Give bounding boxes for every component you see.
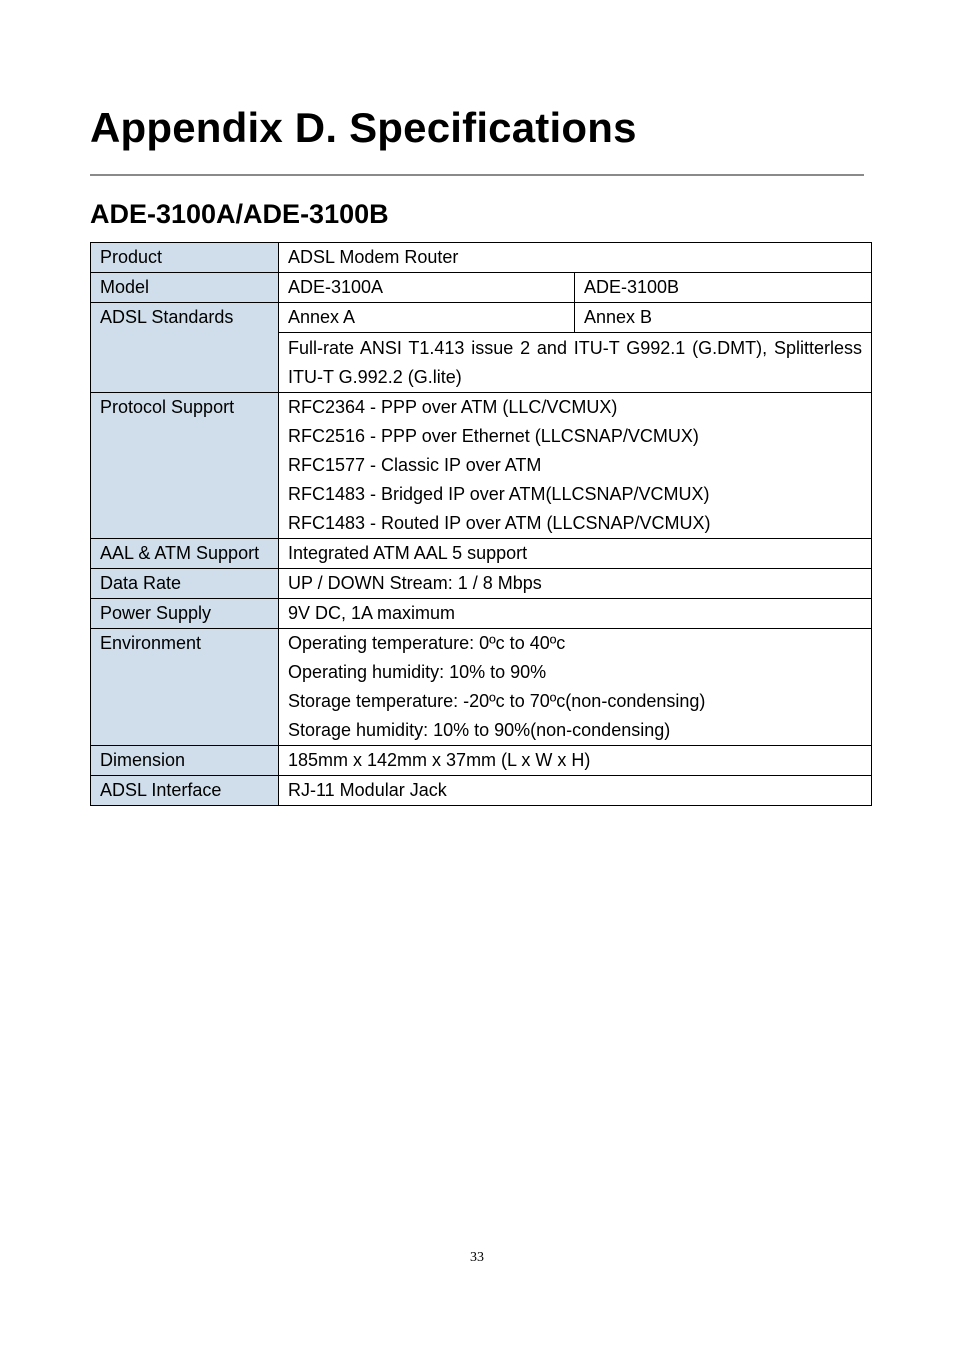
specifications-table xyxy=(90,242,872,806)
row-value-aal-atm-support: Integrated ATM AAL 5 support xyxy=(279,539,872,569)
row-label-adsl-interface: ADSL Interface xyxy=(91,776,279,806)
row-label-dimension: Dimension xyxy=(91,746,279,776)
list-item: RFC1483 - Bridged IP over ATM(LLCSNAP/VCMUX) xyxy=(288,484,710,504)
row-value-adsl-standards-a: Annex A xyxy=(279,303,575,333)
list-item: Storage humidity: 10% to 90%(non-condensing) xyxy=(288,720,671,740)
row-value-adsl-standards-detail xyxy=(279,333,872,393)
row-label-aal-atm-support: AAL & ATM Support xyxy=(91,539,279,569)
table-row-protocol-support xyxy=(91,393,872,539)
row-label-data-rate: Data Rate xyxy=(91,569,279,599)
adsl-standards-detail-text: Full-rate ANSI T1.413 issue 2 and ITU-T G992.1 (G.DMT), Splitterless ITU-T G.992.2 (G.lite) xyxy=(288,338,862,387)
table-row-data-rate xyxy=(91,569,872,599)
table-row-model xyxy=(91,273,872,303)
list-item: Operating humidity: 10% to 90% xyxy=(288,662,547,682)
table-row-adsl-interface xyxy=(91,776,872,806)
page-number: 33 xyxy=(470,1250,484,1265)
table-row-aal-atm-support xyxy=(91,539,872,569)
row-value-dimension: 185mm x 142mm x 37mm (L x W x H) xyxy=(279,746,872,776)
row-label-product: Product xyxy=(91,243,279,273)
row-value-product: ADSL Modem Router xyxy=(279,243,872,273)
list-item: RFC1483 - Routed IP over ATM (LLCSNAP/VCMUX) xyxy=(288,513,711,533)
row-value-protocol-support xyxy=(279,393,872,539)
row-value-environment xyxy=(279,629,872,746)
row-value-power-supply: 9V DC, 1A maximum xyxy=(279,599,872,629)
list-item: RFC2516 - PPP over Ethernet (LLCSNAP/VCMUX) xyxy=(288,426,699,446)
row-value-data-rate: UP / DOWN Stream: 1 / 8 Mbps xyxy=(279,569,872,599)
list-item: RFC1577 - Classic IP over ATM xyxy=(288,455,542,475)
list-item: RFC2364 - PPP over ATM (LLC/VCMUX) xyxy=(288,397,618,417)
table-row-adsl-standards xyxy=(91,303,872,333)
row-label-power-supply: Power Supply xyxy=(91,599,279,629)
row-label-model: Model xyxy=(91,273,279,303)
row-label-adsl-standards: ADSL Standards xyxy=(91,303,279,393)
row-label-environment: Environment xyxy=(91,629,279,746)
title-divider xyxy=(90,174,864,176)
page-title: Appendix D. Specifications xyxy=(90,104,637,151)
row-value-model-a: ADE-3100A xyxy=(279,273,575,303)
table-row-environment xyxy=(91,629,872,746)
table-row-dimension xyxy=(91,746,872,776)
row-value-model-b: ADE-3100B xyxy=(575,273,872,303)
section-heading: ADE-3100A/ADE-3100B xyxy=(90,199,389,229)
table-row-power-supply xyxy=(91,599,872,629)
row-value-adsl-interface: RJ-11 Modular Jack xyxy=(279,776,872,806)
table-row-product xyxy=(91,243,872,273)
list-item: Storage temperature: -20ºc to 70ºc(non-condensing) xyxy=(288,691,706,711)
row-value-adsl-standards-b: Annex B xyxy=(575,303,872,333)
row-label-protocol-support: Protocol Support xyxy=(91,393,279,539)
list-item: Operating temperature: 0ºc to 40ºc xyxy=(288,633,566,653)
